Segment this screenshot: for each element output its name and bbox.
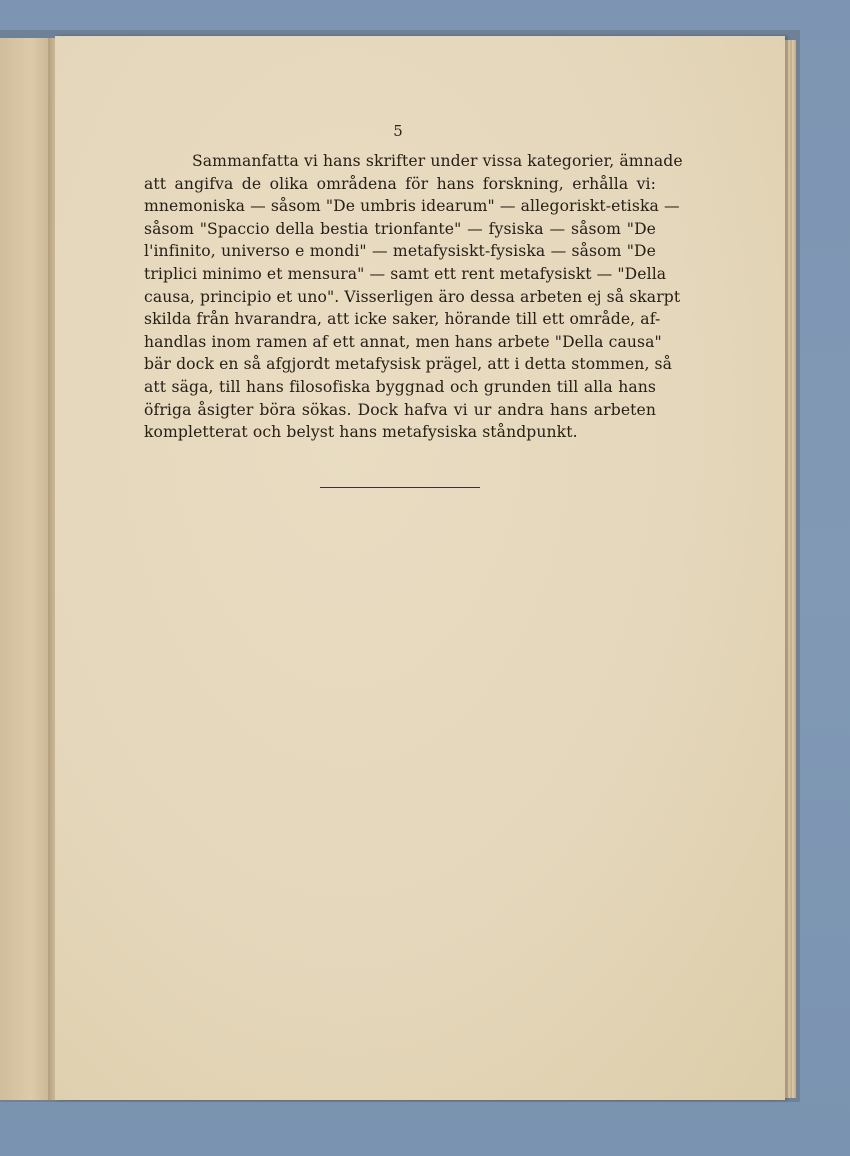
text-line-12: öfriga åsigter böra sökas. Dock hafva vi ur andra hans arbeten <box>144 400 656 419</box>
text-line-9: handlas inom ramen af ett annat, men hans arbete "Della causa" <box>144 332 662 351</box>
text-line-13: kompletterat och belyst hans metafysiska ståndpunkt. <box>144 423 578 442</box>
text-line-4: såsom "Spaccio della bestia trionfante" — fysiska — såsom "De <box>144 219 656 238</box>
text-line-1: Sammanfatta vi hans skrifter under vissa kategorier, ämnade <box>192 152 683 170</box>
text-line-11: att säga, till hans filosofiska byggnad och grunden till alla hans <box>144 377 656 396</box>
text-line-2: att angifva de olika områdena för hans forskning, erhålla vi: <box>144 174 656 193</box>
text-line-8: skilda från hvarandra, att icke saker, hörande till ett område, af- <box>144 310 661 329</box>
body-paragraph <box>144 150 683 444</box>
text-line-7: causa, principio et uno". Visserligen äro dessa arbeten ej så skarpt <box>144 287 681 306</box>
left-page-edge <box>0 38 53 1100</box>
text-line-3: mnemoniska — såsom "De umbris idearum" — allegoriskt-etiska — <box>144 197 680 216</box>
text-line-10: bär dock en så afgjordt metafysisk prägel, att i detta stommen, så <box>144 355 673 374</box>
page-number: 5 <box>393 122 403 140</box>
text-line-5: l'infinito, universo e mondi" — metafysiskt-fysiska — såsom "De <box>144 242 656 261</box>
section-separator-rule <box>320 487 480 488</box>
text-line-6: triplici minimo et mensura" — samt ett rent metafysiskt — "Della <box>144 264 667 283</box>
